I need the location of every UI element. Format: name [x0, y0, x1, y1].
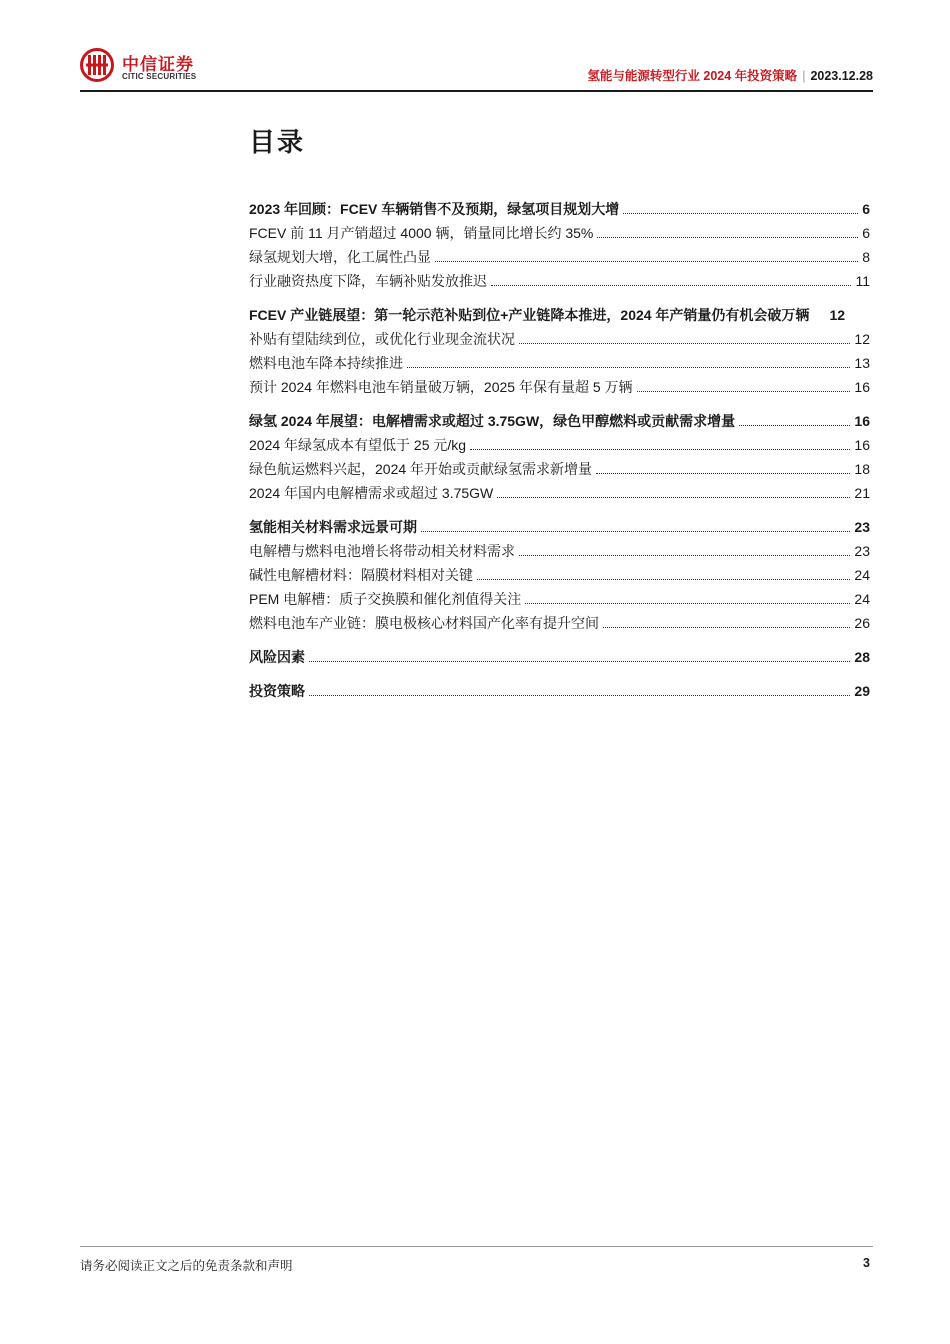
header-report-info	[587, 66, 873, 84]
toc-entry-page: 24	[854, 567, 870, 583]
toc-entry-text: FCEV 前 11 月产销超过 4000 辆，销量同比增长约 35%	[249, 225, 594, 241]
toc-entry-subsection[interactable]	[249, 375, 870, 399]
toc-title: 目录	[249, 127, 306, 157]
toc-dot-leader	[407, 367, 850, 368]
toc-entry-section[interactable]	[249, 679, 870, 703]
toc-entry-page: 16	[854, 379, 870, 395]
toc-entry-page: 23	[854, 519, 870, 535]
toc-entry-subsection[interactable]	[249, 481, 870, 505]
toc-entry-page: 23	[854, 543, 870, 559]
toc-dot-leader	[491, 285, 851, 286]
toc-entry-section[interactable]	[249, 515, 870, 539]
toc-entry-text: 燃料电池车产业链：膜电极核心材料国产化率有提升空间	[249, 615, 599, 631]
toc-entry-section[interactable]	[249, 645, 870, 669]
company-logo	[80, 46, 260, 86]
logo-chinese-text: 中信证券	[122, 55, 194, 74]
toc-dot-leader	[470, 449, 850, 450]
toc-entry-page: 16	[854, 437, 870, 453]
toc-dot-leader	[309, 695, 850, 696]
toc-entry-text: 氢能相关材料需求远景可期	[249, 519, 417, 535]
toc-dot-leader	[623, 213, 858, 214]
toc-entry-subsection[interactable]	[249, 611, 870, 635]
footer-disclaimer: 请务必阅读正文之后的免责条款和声明	[80, 1259, 293, 1273]
toc-entry-text: 绿氢 2024 年展望：电解槽需求或超过 3.75GW，绿色甲醇燃料或贡献需求增量	[249, 413, 736, 429]
header-separator: |	[802, 69, 806, 83]
toc-entry-text: 2023 年回顾：FCEV 车辆销售不及预期，绿氢项目规划大增	[249, 201, 620, 217]
toc-dot-leader	[597, 237, 858, 238]
toc-entry-page: 24	[854, 591, 870, 607]
toc-entry-page: 26	[854, 615, 870, 631]
toc-entry-page: 6	[862, 225, 870, 241]
toc-entry-page: 6	[862, 201, 870, 217]
toc-entry-text: 风险因素	[249, 649, 305, 665]
toc-dot-leader	[421, 531, 850, 532]
toc-entry-subsection[interactable]	[249, 587, 870, 611]
header-divider	[80, 90, 873, 92]
toc-entry-page: 13	[854, 355, 870, 371]
table-of-contents	[249, 197, 870, 703]
toc-entry-text: 行业融资热度下降，车辆补贴发放推迟	[249, 273, 487, 289]
toc-entry-page: 29	[854, 683, 870, 699]
toc-entry-text: 碱性电解槽材料：隔膜材料相对关键	[249, 567, 473, 583]
toc-entry-page: 16	[854, 413, 870, 429]
toc-dot-leader	[477, 579, 850, 580]
toc-entry-page: 18	[854, 461, 870, 477]
page-header	[80, 46, 873, 92]
toc-dot-leader	[519, 343, 850, 344]
toc-entry-text: 绿氢规划大增，化工属性凸显	[249, 249, 431, 265]
report-date: 2023.12.28	[810, 69, 873, 83]
toc-dot-leader	[739, 425, 850, 426]
toc-entry-page: 12	[854, 331, 870, 347]
toc-entry-subsection[interactable]	[249, 327, 870, 351]
toc-entry-subsection[interactable]	[249, 539, 870, 563]
toc-entry-subsection[interactable]	[249, 563, 870, 587]
toc-entry-page: 28	[854, 649, 870, 665]
toc-entry-page: 12	[829, 307, 846, 323]
citic-logo-icon	[80, 48, 114, 82]
toc-entry-text: PEM 电解槽：质子交换膜和催化剂值得关注	[249, 591, 522, 607]
toc-entry-text: FCEV 产业链展望：第一轮示范补贴到位+产业链降本推进，2024 年产销量仍有机会破万辆	[249, 307, 810, 323]
toc-dot-leader	[519, 555, 850, 556]
toc-entry-text: 补贴有望陆续到位，或优化行业现金流状况	[249, 331, 515, 347]
toc-entry-subsection[interactable]	[249, 351, 870, 375]
toc-entry-section[interactable]	[249, 409, 870, 433]
toc-dot-leader	[497, 497, 850, 498]
toc-entry-text: 预计 2024 年燃料电池车销量破万辆，2025 年保有量超 5 万辆	[249, 379, 633, 395]
report-title: 氢能与能源转型行业 2024 年投资策略	[587, 69, 798, 83]
toc-entry-subsection[interactable]	[249, 269, 870, 293]
toc-entry-text: 绿色航运燃料兴起，2024 年开始或贡献绿氢需求新增量	[249, 461, 593, 477]
toc-entry-page: 8	[862, 249, 870, 265]
toc-entry-text: 2024 年国内电解槽需求或超过 3.75GW	[249, 485, 494, 501]
toc-dot-leader	[435, 261, 858, 262]
toc-entry-subsection[interactable]	[249, 245, 870, 269]
toc-entry-text: 燃料电池车降本持续推进	[249, 355, 403, 371]
logo-english-text: CITIC SECURITIES	[122, 72, 197, 81]
footer-page-number: 3	[863, 1256, 870, 1270]
toc-entry-section[interactable]	[249, 197, 870, 221]
toc-dot-leader	[637, 391, 851, 392]
toc-dot-leader	[596, 473, 850, 474]
toc-entry-subsection[interactable]	[249, 433, 870, 457]
toc-entry-text: 电解槽与燃料电池增长将带动相关材料需求	[249, 543, 515, 559]
toc-dot-leader	[525, 603, 850, 604]
toc-entry-subsection[interactable]	[249, 221, 870, 245]
toc-entry-page: 11	[855, 273, 870, 289]
toc-entry-section[interactable]	[249, 303, 870, 327]
toc-entry-text: 投资策略	[249, 683, 305, 699]
footer-divider	[80, 1246, 873, 1247]
toc-entry-subsection[interactable]	[249, 457, 870, 481]
toc-entry-page: 21	[854, 485, 870, 501]
toc-dot-leader	[309, 661, 850, 662]
toc-dot-leader	[603, 627, 850, 628]
toc-entry-text: 2024 年绿氢成本有望低于 25 元/kg	[249, 437, 467, 453]
